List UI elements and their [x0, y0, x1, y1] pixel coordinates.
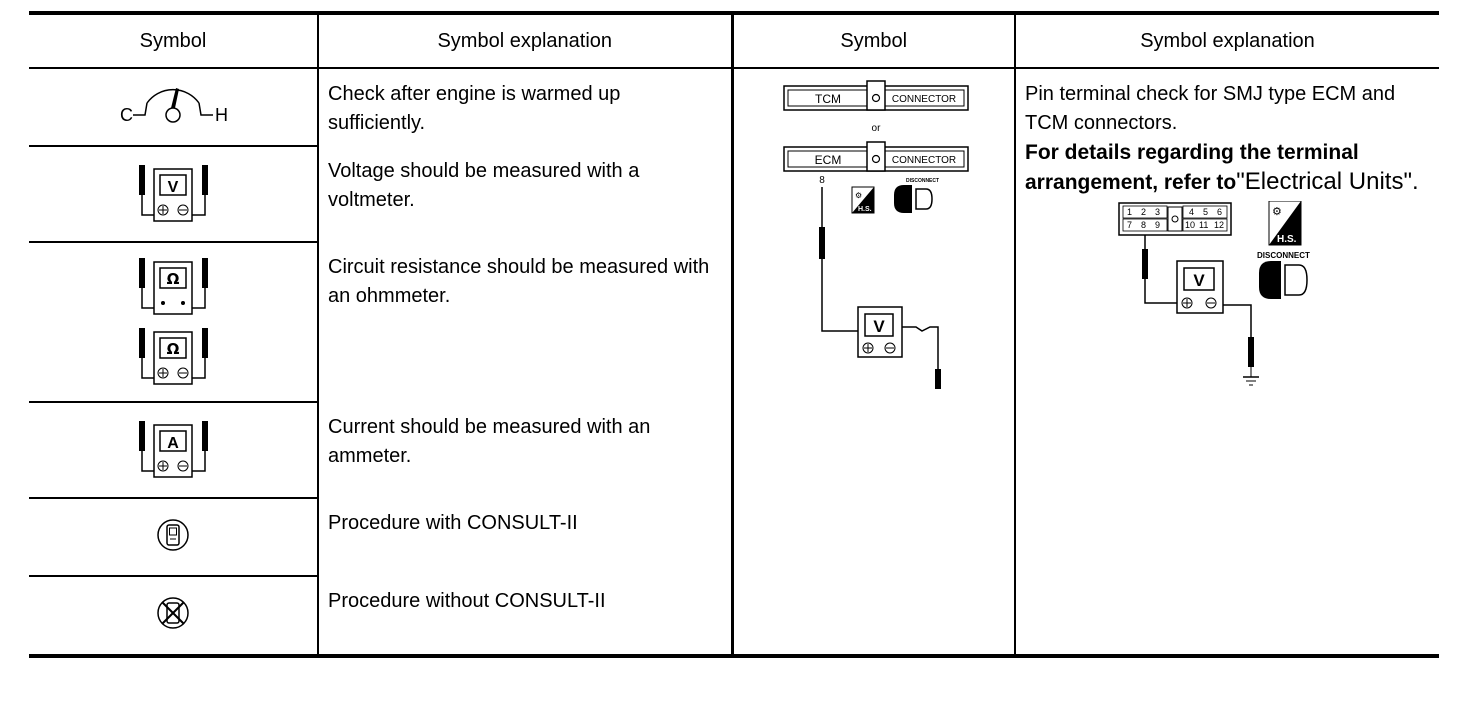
meter-letter: V — [167, 178, 179, 196]
hs-icon-2 — [1269, 201, 1301, 245]
ecm-label: ECM — [814, 153, 841, 167]
disconnect-label-2: DISCONNECT — [1257, 251, 1310, 260]
explanation-cell: Circuit resistance should be measured with an ohmmeter. — [318, 242, 732, 402]
ecm-connector-icon — [784, 142, 968, 171]
symbol-table — [29, 11, 1439, 658]
symbol-cell — [29, 242, 318, 402]
meter-letter: Ω — [166, 269, 180, 288]
explanation-cell: Procedure with CONSULT-II — [318, 498, 732, 576]
header-explanation: Symbol explanation — [318, 13, 732, 68]
connector-explanation-text: Pin terminal check for SMJ type ECM and TCM connectors. — [1025, 83, 1396, 134]
pin-6: 6 — [1217, 207, 1223, 217]
pin-12: 12 — [1214, 220, 1225, 230]
tcm-connector-icon — [784, 81, 968, 110]
ammeter-icon — [128, 413, 218, 483]
explanation-cell: Voltage should be measured with a voltmeter. — [318, 146, 732, 242]
meter-letter: A — [167, 434, 179, 452]
pin-label: 8 — [818, 175, 825, 186]
connector-label: CONNECTOR — [891, 94, 956, 105]
symbol-cell — [29, 146, 318, 242]
explanation-cell: Current should be measured with an ammeter. — [318, 402, 732, 498]
symbol-cell — [29, 576, 318, 656]
pin-7: 7 — [1127, 220, 1133, 230]
gauge-cold-label: C — [120, 104, 133, 125]
pin-5: 5 — [1203, 207, 1209, 217]
symbol-cell — [29, 68, 318, 146]
pin-2: 2 — [1141, 207, 1147, 217]
pin-1: 1 — [1127, 207, 1133, 217]
svg-text:⚙: ⚙ — [854, 191, 862, 200]
hs-icon — [852, 187, 874, 213]
pin-8: 8 — [1141, 220, 1147, 230]
terminal-arrangement-diagram — [1025, 201, 1425, 401]
reference-text: "Electrical Units". — [1236, 168, 1419, 195]
table-header-row — [29, 13, 1439, 68]
pin-10: 10 — [1185, 220, 1196, 230]
engine-temperature-gauge-icon — [113, 75, 233, 135]
explanation-cell: Check after engine is warmed up sufficiently. — [318, 68, 732, 146]
ohmmeter-icon — [128, 250, 218, 390]
header-explanation-2: Symbol explanation — [1015, 13, 1439, 68]
connector-check-diagram — [734, 69, 1017, 389]
meter-letter: V — [872, 317, 885, 336]
explanation-cell: Procedure without CONSULT-II — [318, 576, 732, 656]
pin-connector-icon — [1119, 203, 1231, 235]
hs-label-2: H.S. — [1277, 234, 1297, 245]
pin-9: 9 — [1155, 220, 1161, 230]
gauge-hot-label: H — [215, 104, 228, 125]
table-row — [29, 68, 1439, 146]
pin-4: 4 — [1189, 207, 1195, 217]
bold-text: For details regarding the terminal arrangement, refer to — [1025, 141, 1359, 194]
connector-explanation-bold — [1025, 138, 1431, 197]
header-symbol: Symbol — [29, 13, 318, 68]
disconnect-icon — [894, 178, 939, 213]
pin-11: 11 — [1199, 220, 1209, 230]
meter-letter-2: Ω — [166, 339, 180, 358]
voltmeter-icon — [128, 157, 218, 227]
voltmeter-icon — [858, 307, 902, 357]
without-consult-ii-icon — [153, 593, 193, 633]
voltmeter-icon-2 — [1177, 261, 1223, 313]
connector-explanation-cell — [1015, 68, 1439, 656]
tcm-label: TCM — [814, 92, 841, 106]
or-label: or — [871, 123, 880, 134]
hs-label: H.S. — [857, 206, 872, 213]
disconnect-label: DISCONNECT — [905, 178, 939, 184]
symbol-cell — [29, 498, 318, 576]
symbol-cell — [29, 402, 318, 498]
header-symbol-2: Symbol — [732, 13, 1015, 68]
svg-text:⚙: ⚙ — [1272, 206, 1282, 218]
pin-3: 3 — [1155, 207, 1161, 217]
disconnect-icon-2 — [1259, 261, 1307, 299]
meter-letter-2: V — [1193, 271, 1205, 290]
connector-symbol-cell — [732, 68, 1015, 656]
consult-ii-icon — [153, 515, 193, 555]
connector-label-2: CONNECTOR — [891, 155, 956, 166]
